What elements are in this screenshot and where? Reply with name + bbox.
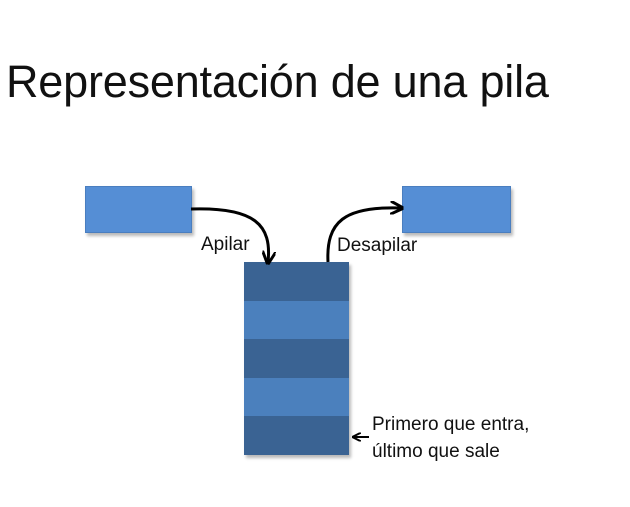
pop-label: Desapilar bbox=[337, 235, 418, 256]
lifo-note bbox=[372, 411, 529, 465]
lifo-note-line2: último que sale bbox=[372, 441, 500, 462]
push-label: Apilar bbox=[201, 234, 250, 255]
slide-title: Representación de una pila bbox=[6, 56, 549, 107]
lifo-note-line1: Primero que entra, bbox=[372, 414, 530, 435]
